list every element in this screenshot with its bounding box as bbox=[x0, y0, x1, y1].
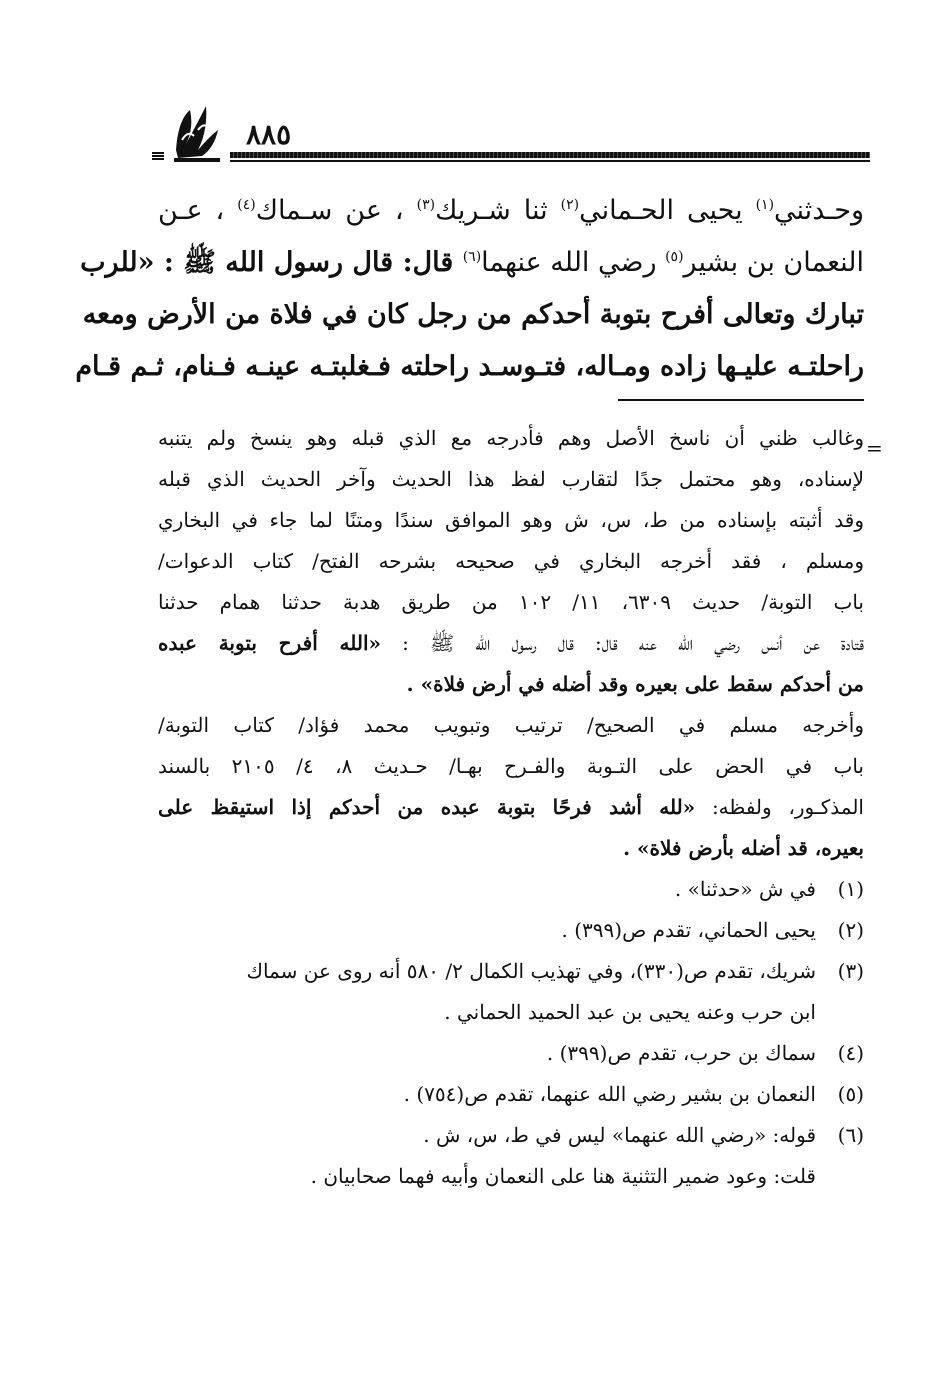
footnote-muslim-end: بعيره، قد أضله بأرض فلاة» . bbox=[623, 836, 864, 860]
header-rule-thick bbox=[230, 152, 870, 158]
footnotes bbox=[158, 418, 883, 1197]
footnote-6: (٦)قوله: «رضي الله عنهما» ليس في ط، س، ش . bbox=[158, 1115, 864, 1156]
main-line-1: وحـدثني$^{(١)}$ يحيى الحـماني$^{(٢)}$ ثنا شـريك$^{(٣)}$ ، عن سـماك$^{(٤)}$ ، عـن bbox=[158, 195, 865, 226]
footnote-muslim-quote-line: المذكـور، ولفظه: «لله أشد فرحًا بتوبة عبده من أحدكم إذا استيقظ على bbox=[158, 795, 864, 819]
footnote-number: (٤) bbox=[837, 1041, 864, 1065]
footnote-muslim-line: باب في الحض على التـوبة والفـرح بهـا/ حـديث ٨، ٤/ ٢١٠٥ بالسند bbox=[158, 754, 864, 778]
footnote-6-cont: قلت: وعود ضمير التثنية هنا على النعمان وأبيه فهما صحابيان . bbox=[310, 1164, 816, 1188]
footnote-ref-3: (٣) bbox=[416, 197, 436, 213]
footnote-ref-1: (١) bbox=[755, 197, 775, 213]
footnote-ref-5: (٥) bbox=[665, 249, 684, 265]
footnote-3-cont: ابن حرب وعنه يحيى بن عبد الحميد الحماني . bbox=[444, 1000, 816, 1024]
footnote-ref-6: (٦) bbox=[462, 249, 482, 265]
page-number: ٨٨٥ bbox=[246, 118, 292, 151]
footnote-5: (٥)النعمان بن بشير رضي الله عنهما، تقدم ص(٧٥٤) . bbox=[158, 1074, 864, 1115]
main-line-3: تبارك وتعالى أفرح بتوبة أحدكم من رجل كان في فلاة من الأرض ومعه bbox=[82, 299, 864, 330]
footnote-continuation-line: وغالب ظني أن ناسخ الأصل وهم فأدرجه مع الذي قبله وهو ينسخ ولم يتنبه bbox=[158, 426, 864, 450]
footnote-number: (٦) bbox=[837, 1123, 864, 1147]
footnote-ref-4: (٤) bbox=[237, 197, 256, 213]
main-text bbox=[75, 185, 865, 393]
footnote-number: (٢) bbox=[837, 918, 864, 942]
footnote-4: (٤)سماك بن حرب، تقدم ص(٣٩٩) . bbox=[158, 1033, 864, 1074]
footnote-number: (٣) bbox=[837, 959, 864, 983]
header-rule-thin bbox=[230, 160, 870, 162]
footnote-continuation-line: وقد أثبته بإسناده من ط، س، ش وهو الموافق سندًا ومتنًا لما جاء في البخاري bbox=[158, 508, 864, 532]
footnote-continuation-line: باب التوبة/ حديث ٦٣٠٩، ١١/ ١٠٢ من طريق هدبة حدثنا همام حدثنا bbox=[158, 590, 864, 614]
main-line-2: النعمان بن بشير$^{(٥)}$ رضي الله عنهما$^{(٦)}$ قال: قال رسول الله ﷺ : «للرب bbox=[80, 247, 864, 278]
footnote-1: (١)في ش «حدثنا» . bbox=[158, 869, 864, 910]
page-header bbox=[150, 100, 870, 170]
header-rule-stub bbox=[152, 152, 164, 160]
footnote-3: (٣)شريك، تقدم ص(٣٣٠)، وفي تهذيب الكمال ٢/ ٥٨٠ أنه روى عن سماك bbox=[158, 951, 864, 992]
footnote-continuation-line: لإسناده، وهو محتمل جدًا لتقارب لفظ هذا الحديث وآخر الحديث الذي قبله bbox=[158, 467, 864, 491]
footnote-number: (١) bbox=[837, 877, 864, 901]
calligraphy-logo-icon bbox=[168, 100, 228, 166]
footnote-separator bbox=[618, 399, 864, 401]
footnote-number: (٥) bbox=[837, 1082, 864, 1106]
footnote-anas-end: من أحدكم سقط على بعيره وقد أضله في أرض فلاة» . bbox=[406, 672, 864, 696]
footnote-continuation-line: ومسلم ، فقد أخرجه البخاري في صحيحه بشرحه الفتح/ كتاب الدعوات/ bbox=[158, 549, 864, 573]
main-line-4: راحلتـه عليـها زاده ومـاله، فتـوسـد راحلته فـغلبتـه عينـه فـنام، ثـم قـام bbox=[75, 351, 864, 382]
footnote-ref-2: (٢) bbox=[560, 197, 580, 213]
footnote-anas-line: قتادة عن أنس رضي الله عنه قال: قال رسول الله ﷺ : «الله أفرح بتوبة عبده bbox=[158, 631, 864, 655]
continuation-marker: = bbox=[866, 436, 883, 460]
footnote-2: (٢)يحيى الحماني، تقدم ص(٣٩٩) . bbox=[158, 910, 864, 951]
footnote-muslim-line: وأخرجه مسلم في الصحيح/ ترتيب وتبويب محمد فؤاد/ كتاب التوبة/ bbox=[158, 713, 864, 737]
